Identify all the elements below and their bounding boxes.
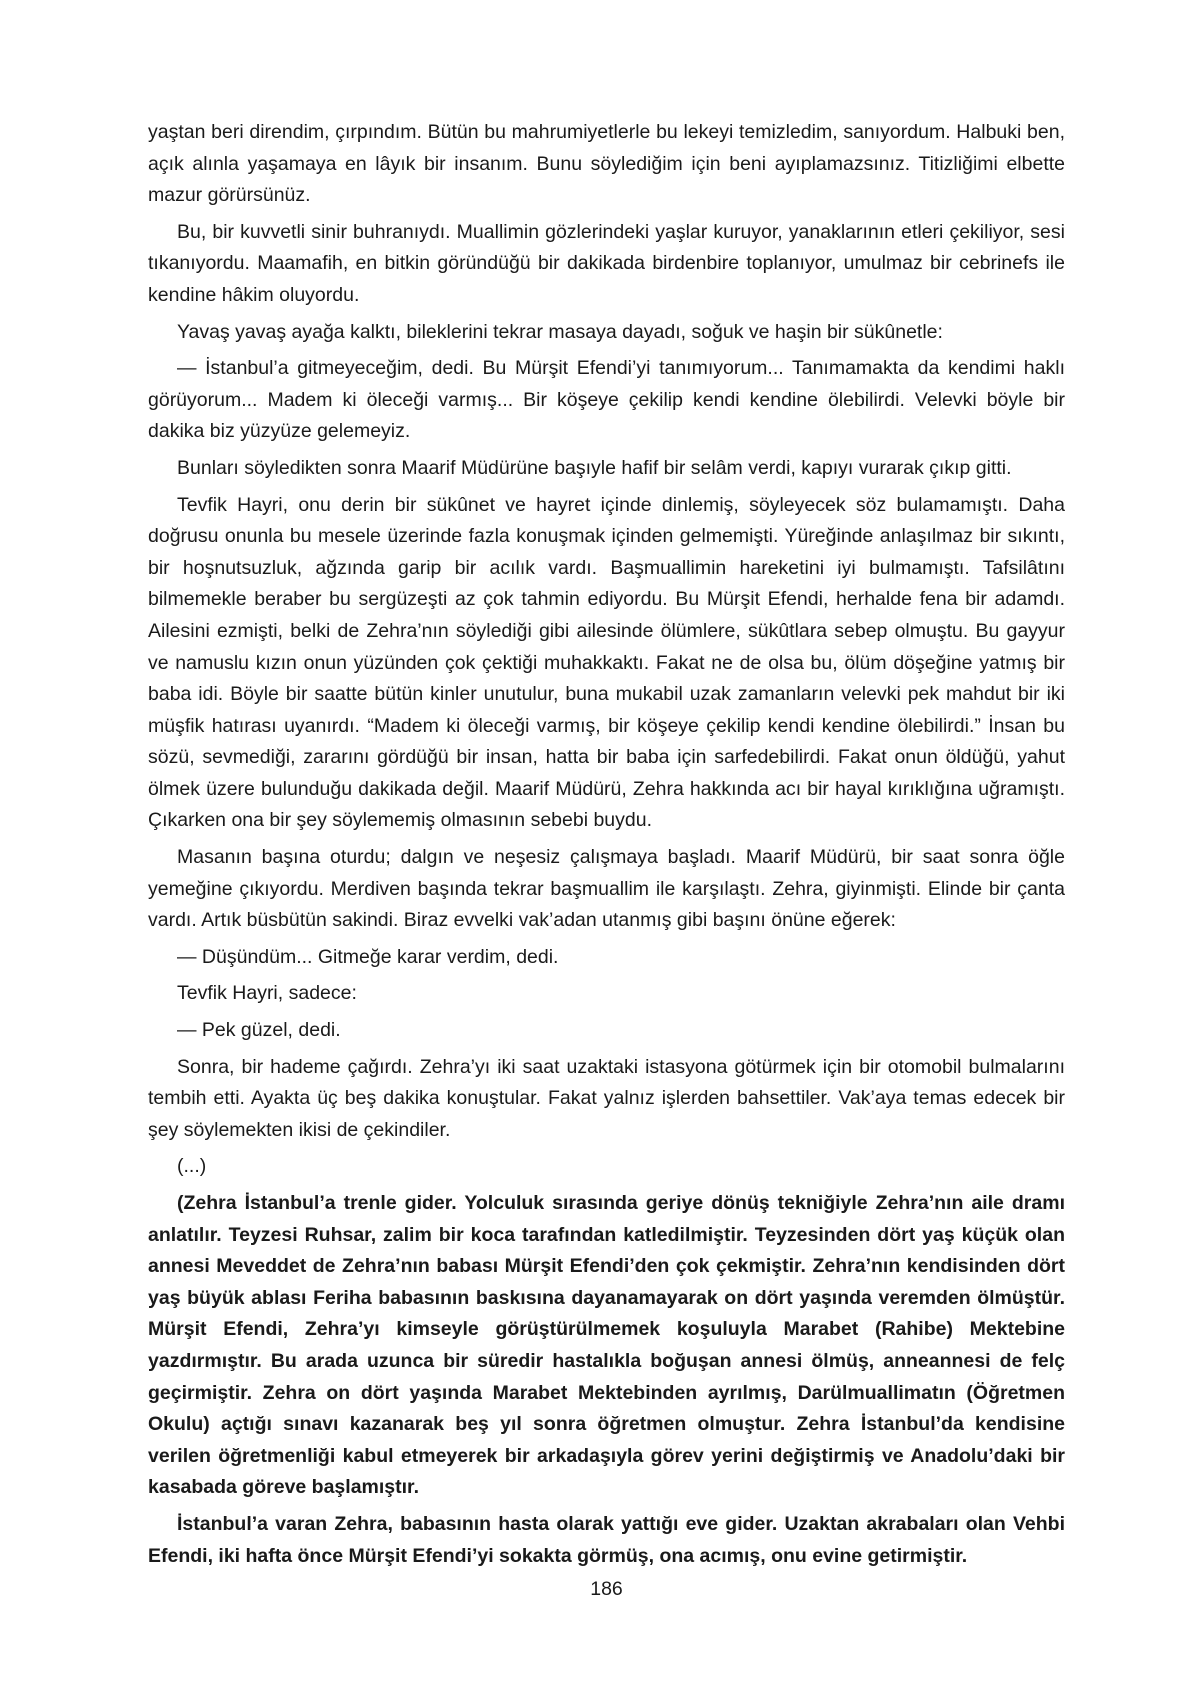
paragraph: Tevfik Hayri, sadece:	[177, 982, 357, 1005]
paragraph: Yavaş yavaş ayağa kalktı, bileklerini tekrar masaya dayadı, soğuk ve haşin bir sükûnetle:	[177, 320, 943, 343]
paragraph: Bunları söyledikten sonra Maarif Müdürüne başıyle hafif bir selâm verdi, kapıyı vurarak çıkıp gitti.	[177, 456, 1012, 479]
paragraph: İstanbul’a varan Zehra, babasının hasta olarak yattığı eve gider. Uzaktan akrabaları olan Vehbi Efendi, iki hafta önce Mürşit Efendi’yi sokakta görmüş, ona acımış, onu evine getirmiştir.	[148, 1512, 1065, 1567]
paragraph: (...)	[177, 1155, 207, 1178]
page-number: 186	[590, 1578, 623, 1600]
text-block	[148, 117, 1065, 1577]
paragraph: — İstanbul’a gitmeyeceğim, dedi. Bu Mürşit Efendi’yi tanımıyorum... Tanımamakta da kendimi haklı görüyorum... Madem ki öleceği varmış... Bir köşeye çekilip kendi kendine ölebilirdi. Velevki böyle bir dakika biz yüzyüze gelemeyiz.	[148, 357, 1065, 443]
paragraph: (Zehra İstanbul’a trenle gider. Yolculuk sırasında geriye dönüş tekniğiyle Zehra’nın aile dramı anlatılır. Teyzesi Ruhsar, zalim bir koca tarafından katledilmiştir. Teyzesinden dört yaş küçük olan annesi Meveddet de Zehra’nın babası Mürşit Efendi’den çok çekmiştir. Zehra’nın kendisinden dört yaş büyük ablası Feriha babasının baskısına dayanamayarak on dört yaşında veremden ölmüştür. Mürşit Efendi, Zehra’yı kimseyle görüştürülmemek koşuluyla Marabet (Rahibe) Mektebine yazdırmıştır. Bu arada uzunca bir süredir hastalıkla boğuşan annesi ölmüş, anneannesi de felç geçirmiştir. Zehra on dört yaşında Marabet Mektebinden ayrılmış, Darülmuallimatın (Öğretmen Okulu) açtığı sınavı kazanarak beş yıl sonra öğretmen olmuştur. Zehra İstanbul’da kendisine verilen öğretmenliği kabul etmeyerek bir arkadaşıyla görev yerini değiştirmiş ve Anadolu’daki bir kasabada göreve başlamıştır.	[148, 1192, 1065, 1499]
paragraph: — Pek güzel, dedi.	[177, 1019, 341, 1042]
paragraph: yaştan beri direndim, çırpındım. Bütün bu mahrumiyetlerle bu lekeyi temizledim, sanıyordum. Halbuki ben, açık alınla yaşamaya en lâyık bir insanım. Bunu söylediğim için beni ayıplamazsınız. Titizliğimi elbette mazur görürsünüz.	[148, 121, 1065, 207]
paragraph: Tevfik Hayri, onu derin bir sükûnet ve hayret içinde dinlemiş, söyleyecek söz bulamamıştı. Daha doğrusu onunla bu mesele üzerinde fazla konuşmak içinden gelmemişti. Yüreğinde anlaşılmaz bir sıkıntı, bir hoşnutsuzluk, ağzında garip bir acılık vardı. Başmuallimin hareketini iyi bulmamıştı. Tafsilâtını bilmemekle beraber bu sergüzeşti az çok tahmin ediyordu. Bu Mürşit Efendi, herhalde fena bir adamdı. Ailesini ezmişti, belki de Zehra’nın söylediği gibi ailesinde ölümlere, sükûtlara sebep olmuştu. Bu gayyur ve namuslu kızın onun yüzünden çok çektiği muhakkaktı. Fakat ne de olsa bu, ölüm döşeğine yatmış bir baba idi. Böyle bir saatte bütün kinler unutulur, buna mukabil uzak zamanların velevki pek mahdut bir iki müşfik hatırası uyanırdı. “Madem ki öleceği varmış, bir köşeye çekilip kendi kendine ölebilirdi.” İnsan bu sözü, sevmediği, zararını gördüğü bir insan, hatta bir baba için sarfedebilirdi. Fakat onun öldüğü, yahut ölmek üzere bulunduğu dakikada değil. Maarif Müdürü, Zehra hakkında acı bir hayal kırıklığına uğramıştı. Çıkarken ona bir şey söylememiş olmasının sebebi buydu.	[148, 493, 1065, 832]
paragraph: Bu, bir kuvvetli sinir buhranıydı. Muallimin gözlerindeki yaşlar kuruyor, yanaklarının etleri çekiliyor, sesi tıkanıyordu. Maamafih, en bitkin göründüğü bir dakikada birdenbire toplanıyor, umulmaz bir cebrinefs ile kendine hâkim oluyordu.	[148, 220, 1065, 306]
paragraph: Sonra, bir hademe çağırdı. Zehra’yı iki saat uzaktaki istasyona götürmek için bir otomobil bulmalarını tembih etti. Ayakta üç beş dakika konuştular. Fakat yalnız işlerden bahsettiler. Vak’aya temas edecek bir şey söylemekten ikisi de çekindiler.	[148, 1055, 1065, 1141]
paragraph: Masanın başına oturdu; dalgın ve neşesiz çalışmaya başladı. Maarif Müdürü, bir saat sonra öğle yemeğine çıkıyordu. Merdiven başında tekrar başmuallim ile karşılaştı. Zehra, giyinmişti. Elinde bir çanta vardı. Artık büsbütün sakindi. Biraz evvelki vak’adan utanmış gibi başını önüne eğerek:	[148, 846, 1065, 932]
paragraph: — Düşündüm... Gitmeğe karar verdim, dedi.	[177, 945, 559, 968]
